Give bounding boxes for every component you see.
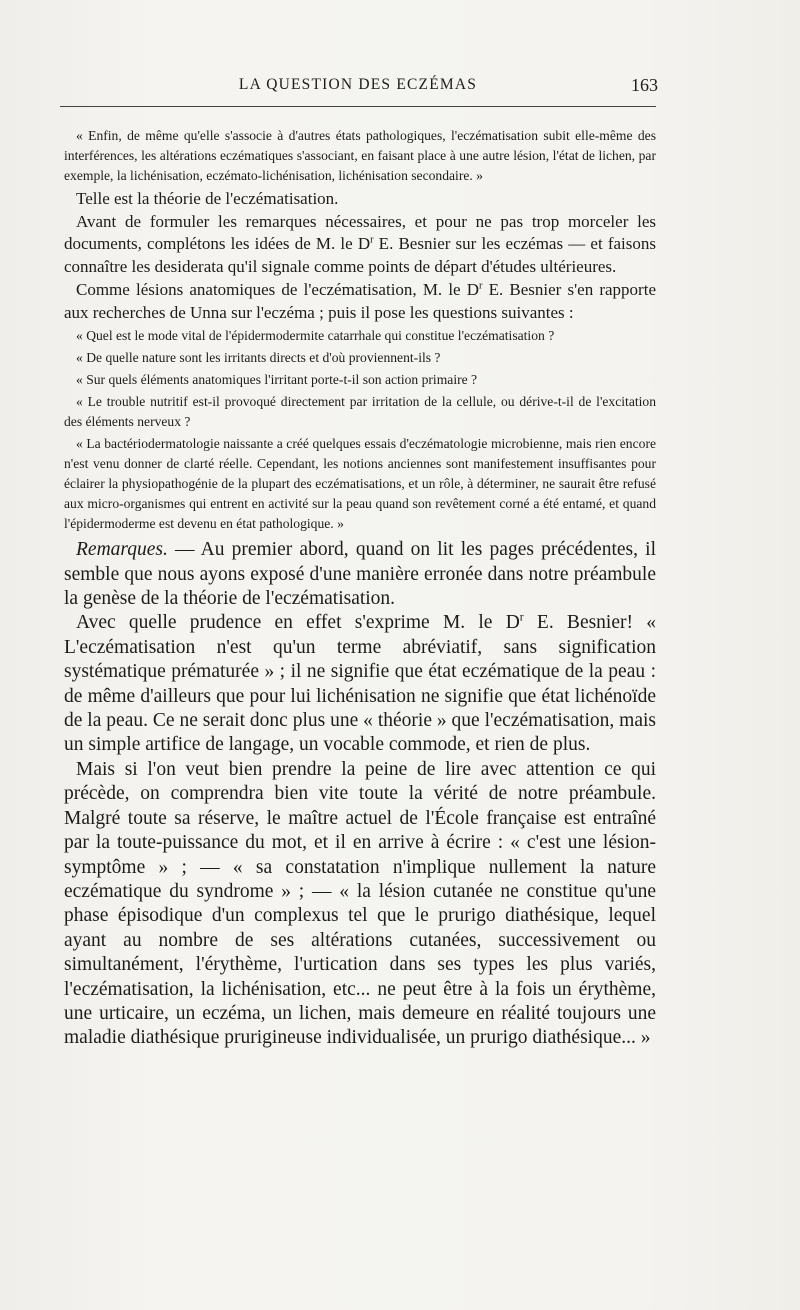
remarques-lead: Remarques. — [76, 539, 168, 561]
question: « Quel est le mode vital de l'épidermodermite catarrhale qui constitue l'eczématisation ? — [76, 328, 555, 344]
paragraph-text: Avec quelle prudence en effet s'exprime M. le D — [76, 612, 520, 634]
paragraph — [64, 211, 656, 279]
paragraph-text: — Au premier abord, quand on lit les pages précédentes, il semble que nous ayons exposé d'une manière erronée dans notre préambule la genèse de la théorie de l'eczématisation. — [64, 539, 656, 610]
header-rule — [60, 106, 656, 107]
paragraph — [64, 611, 656, 757]
superscript: r — [370, 234, 374, 246]
paragraph-text: Avant de formuler les remarques nécessaires, et pour ne pas trop morceler les documents, complétons les idées de M. le D — [64, 211, 656, 254]
running-head — [58, 76, 658, 102]
paragraph-text: E. Besnier s'en rapporte aux recherches de Unna sur l'eczéma ; puis il pose les questions suivantes : — [64, 279, 656, 322]
paragraph — [64, 279, 656, 324]
paragraph-text: E. Besnier sur les eczémas — et faisons connaître les desiderata qu'il signale comme points de départ d'études ultérieures. — [64, 234, 656, 277]
question: « Sur quels éléments anatomiques l'irritant porte-t-il son action primaire ? — [76, 372, 478, 388]
question: « Le trouble nutritif est-il provoqué directement par irritation de la cellule, ou dérive-t-il de l'excitation des éléments nerveux ? — [64, 394, 656, 430]
paragraph-text: Comme lésions anatomiques de l'eczématisation, M. le D — [76, 279, 480, 299]
paragraph — [64, 538, 656, 611]
question: « La bactériodermatologie naissante a créé quelques essais d'eczématologie microbienne, mais rien encore n'est venu donner de clarté réelle. Cependant, les notions anciennes sont manifestement insuffisantes pour éclairer la physiopathogénie de la plupart des eczématisations, et un rôle, à déterminer, ne saurait être refusé aux micro-organismes qui entrent en activité sur la peau quand son revêtement corné a été entamé, et quand l'épidermoderme est devenu en état pathologique. » — [64, 436, 656, 532]
paragraph-text: E. Besnier! « L'eczématisation n'est qu'un terme abréviatif, sans signification systématique prématurée » ; il ne signifie que état eczématique de la peau : de même d'ailleurs que pour lui lichénisation ne signifie que état lichénoïde de la peau. Ce ne serait donc plus une « théorie » que l'eczématisation, mais un simple artifice de langage, un vocable commode, et rien de plus. — [64, 612, 656, 756]
running-title: LA QUESTION DES ECZÉMAS — [238, 76, 478, 93]
page-number: 163 — [631, 75, 658, 95]
text-block — [64, 126, 656, 1051]
superscript: r — [479, 280, 483, 292]
quote-paragraph: « Enfin, de même qu'elle s'associe à d'autres états pathologiques, l'eczématisation subit elle-même des interférences, les altérations eczématiques s'associant, en faisant place à une autre lésion, l'état de lichen, par exemple, la lichénisation, eczémato-lichénisation, lichénisation secondaire. » — [64, 128, 656, 183]
question: « De quelle nature sont les irritants directs et d'où proviennent-ils ? — [76, 350, 441, 366]
paragraph: Mais si l'on veut bien prendre la peine de lire avec attention ce qui précède, on comprendra bien vite toute la vérité de notre préambule. Malgré toute sa réserve, le maître actuel de l'École française est entraîné par la toute-puissance du mot, et il en arrive à écrire : « c'est une lésion-symptôme » ; — « sa constatation n'implique nullement la nature eczématique du syndrome » ; — « la lésion cutanée ne constitue qu'une phase épisodique d'un complexus tel que le prurigo diathésique, lequel ayant au nombre de ses altérations cutanées, successivement ou simultanément, l'érythème, l'urtication dans ses types les plus variés, l'eczématisation, la lichénisation, etc... ne peut être à la fois un érythème, une urticaire, un eczéma, un lichen, mais demeure en réalité toujours une maladie diathésique prurigineuse individualisée, un prurigo diathésique... » — [64, 758, 656, 1049]
paragraph: Telle est la théorie de l'eczématisation. — [76, 189, 339, 208]
superscript: r — [519, 610, 524, 624]
